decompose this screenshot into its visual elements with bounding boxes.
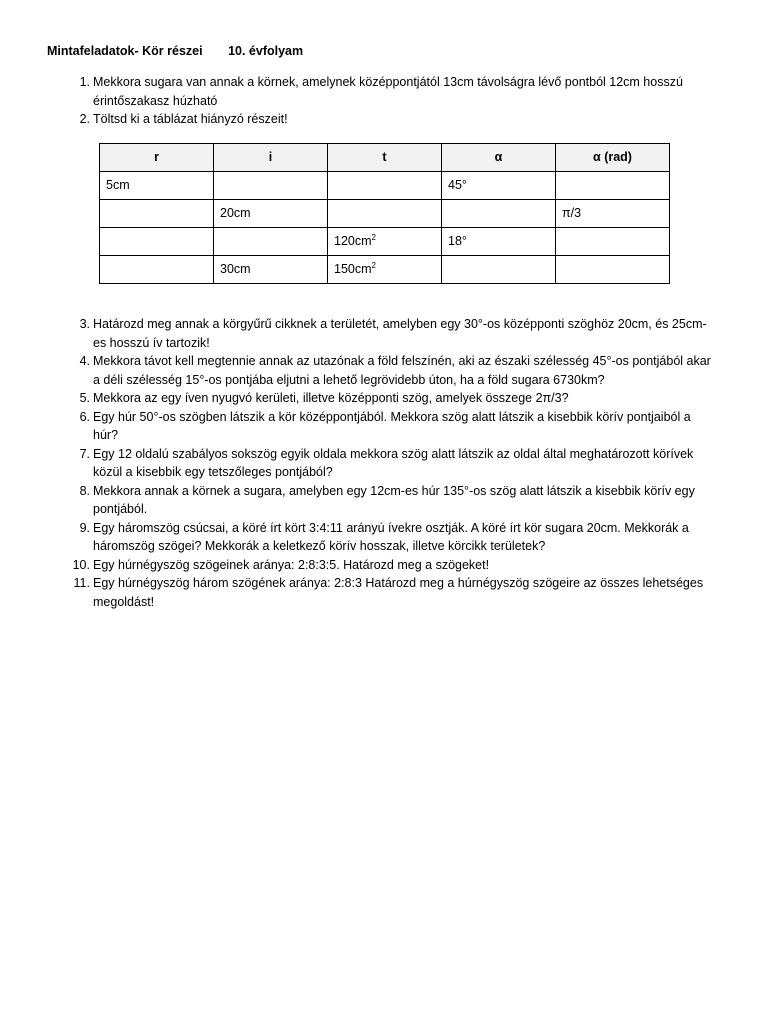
- exercise-item: [70, 519, 715, 556]
- table-header-row: [100, 144, 670, 172]
- exercise-item: [70, 352, 715, 389]
- cell-value: 120cm: [334, 234, 372, 249]
- exercise-item: [70, 574, 715, 611]
- cell-value: 20cm: [220, 206, 251, 221]
- table-row: [100, 200, 670, 228]
- grade-label: 10. évfolyam: [228, 44, 304, 58]
- table-cell: [556, 228, 670, 256]
- cell-value: 45°: [448, 178, 467, 193]
- table-cell: [100, 256, 214, 284]
- fill-in-table: [99, 143, 670, 284]
- table-cell: [442, 256, 556, 284]
- table-header-cell: r: [100, 144, 214, 172]
- exercise-item: [70, 556, 715, 575]
- table-row: [100, 172, 670, 200]
- document-title: Mintafeladatok- Kör részei: [47, 44, 203, 58]
- table-header-cell: t: [328, 144, 442, 172]
- table-cell: [100, 228, 214, 256]
- cell-superscript: 2: [371, 233, 376, 243]
- exercise-text: Határozd meg annak a körgyűrű cikknek a területét, amelyben egy 30°-os középponti szöghöz 20cm, és 25cm-es hosszú ív tartozik!: [93, 317, 707, 350]
- exercise-list-top: [70, 73, 715, 129]
- exercise-number: 5 .: [70, 389, 90, 408]
- table-row: [100, 256, 670, 284]
- exercise-item: [70, 389, 715, 408]
- table-cell: [556, 256, 670, 284]
- exercise-text: Mekkora az egy íven nyugvó kerületi, illetve középponti szög, amelyek összege 2π/3?: [93, 391, 569, 405]
- exercise-number: 8 .: [70, 482, 90, 501]
- table-body: [100, 172, 670, 284]
- exercise-text: Mekkora annak a körnek a sugara, amelyben egy 12cm-es húr 135°-os szög alatt látszik a kisebbik körív egy pontjából.: [93, 483, 695, 516]
- exercise-number: 7 .: [70, 445, 90, 464]
- exercise-item: [70, 445, 715, 482]
- table-header-cell: α (rad): [556, 144, 670, 172]
- table-cell: [214, 200, 328, 228]
- exercise-item: [70, 315, 715, 352]
- document-header: [47, 42, 303, 61]
- cell-value: 150cm: [334, 262, 372, 277]
- exercise-text: Mekkora távot kell megtennie annak az utazónak a föld felszínén, aki az északi szélesség 45°-os pontjából akar a déli szélesség 15°-os pontjába eljutni a lehető legrövidebb úton, ha a föld sugara 6730km?: [93, 354, 711, 387]
- table-cell: [442, 228, 556, 256]
- table-cell: [100, 172, 214, 200]
- table-cell: [442, 200, 556, 228]
- table-cell: [556, 172, 670, 200]
- cell-superscript: 2: [371, 261, 376, 271]
- exercise-number: 1 .: [70, 73, 90, 92]
- exercise-number: 6 .: [70, 408, 90, 427]
- exercise-item: [70, 482, 715, 519]
- exercise-text: Töltsd ki a táblázat hiányzó részeit!: [93, 112, 288, 126]
- exercise-item: [70, 408, 715, 445]
- exercise-number: 11 .: [70, 574, 90, 593]
- exercise-text: Egy háromszög csúcsai, a köré írt kört 3:4:11 arányú ívekre osztják. A köré írt kör sugara 20cm. Mekkorák a háromszög szögei? Mekkorák a keletkező körív hosszak, illetve körcikk területek?: [93, 520, 689, 553]
- exercise-item: [70, 73, 715, 110]
- table-header-cell: α: [442, 144, 556, 172]
- table-cell: [214, 256, 328, 284]
- exercise-text: Mekkora sugara van annak a körnek, amelynek középpontjától 13cm távolságra lévő pontból 12cm hosszú érintőszakasz húzható: [93, 75, 683, 108]
- table-cell: [442, 172, 556, 200]
- exercise-item: [70, 110, 715, 129]
- table-cell: [328, 256, 442, 284]
- table-header-cell: i: [214, 144, 328, 172]
- cell-value: π/3: [562, 206, 582, 221]
- table-cell: [100, 200, 214, 228]
- table-row: [100, 228, 670, 256]
- exercise-text: Egy húr 50°-os szögben látszik a kör középpontjából. Mekkora szög alatt látszik a kisebbik körív pontjaiból a húr?: [93, 409, 691, 442]
- exercise-number: 3 .: [70, 315, 90, 334]
- cell-value: 5cm: [106, 178, 130, 193]
- exercise-text: Egy húrnégyszög három szögének aránya: 2:8:3 Határozd meg a húrnégyszög szögeire az összes lehetséges megoldást!: [93, 576, 704, 609]
- exercise-number: 4 .: [70, 352, 90, 371]
- table-cell: [556, 200, 670, 228]
- exercise-number: 2 .: [70, 110, 90, 129]
- table-cell: [214, 228, 328, 256]
- exercise-number: 10 .: [70, 556, 90, 575]
- table-cell: [328, 172, 442, 200]
- exercise-text: Egy húrnégyszög szögeinek aránya: 2:8:3:5. Határozd meg a szögeket!: [93, 557, 490, 572]
- exercise-number: 9 .: [70, 519, 90, 538]
- cell-value: 30cm: [220, 262, 251, 277]
- table-cell: [214, 172, 328, 200]
- table-cell: [328, 200, 442, 228]
- table-cell: [328, 228, 442, 256]
- cell-value: 18°: [448, 234, 467, 249]
- exercise-list-bottom: [70, 315, 715, 611]
- exercise-text: Egy 12 oldalú szabályos sokszög egyik oldala mekkora szög alatt látszik az oldal által meghatározott körívek közül a kisebbik egy tetszőleges pontjából?: [93, 446, 694, 479]
